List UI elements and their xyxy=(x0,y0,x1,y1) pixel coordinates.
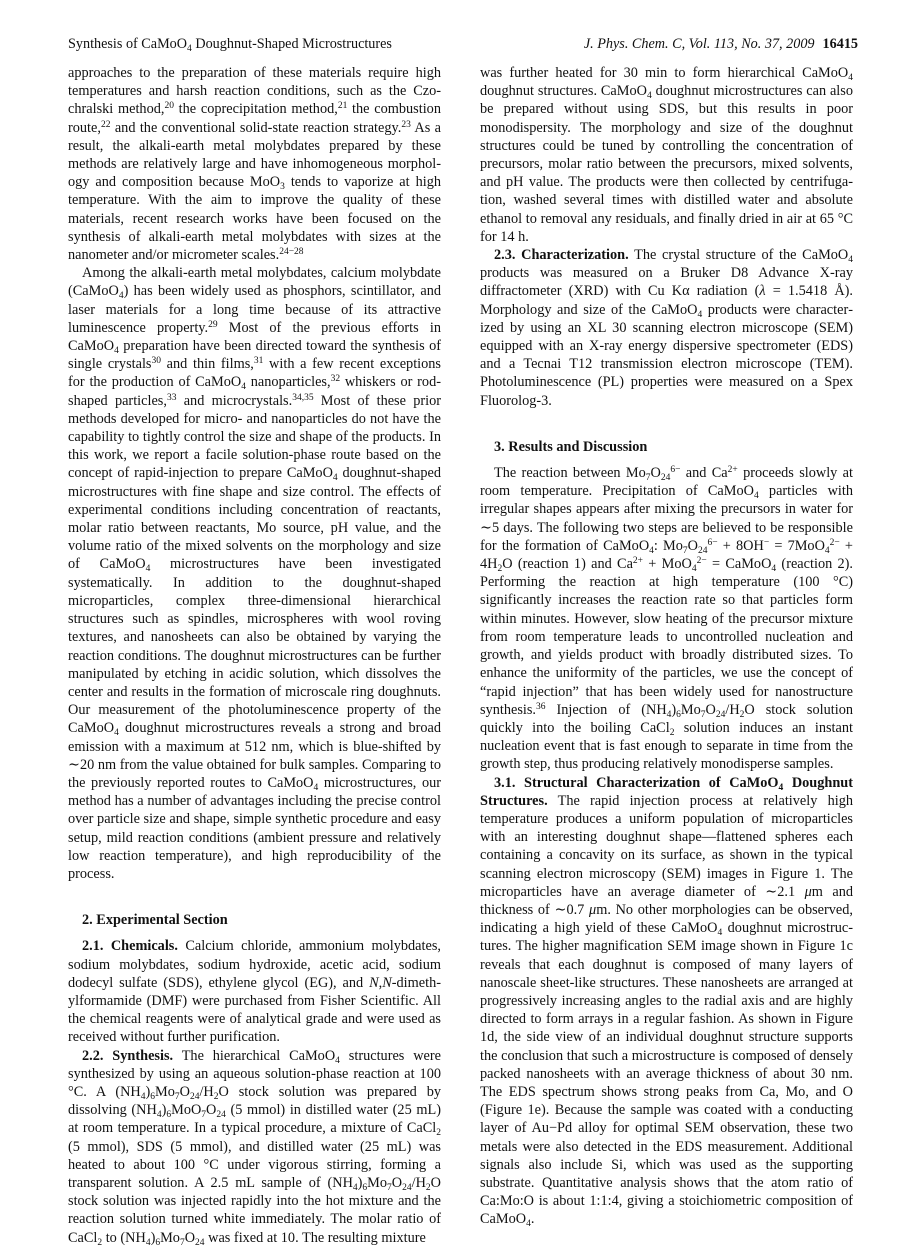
running-header xyxy=(68,34,858,54)
intro-paragraph-1: approaches to the preparation of these materials require high temperatures and harsh reaction conditions, such as the Czochralski method,$^{20}$ the coprecipitation method,$^{21}$ the combustion route,$^{22}$ and the conventional solid-state reaction strategy.$^{23}$ As a result, the alkali-earth metal molybdates prepared by these methods are relatively large and have inhomogeneous morphology and composition because MoO$_3$ tends to vaporize at high temperature. With the aim to improve the quality of these materials, recent research works have been focused on the synthesis of alkali-earth metal molybdates with sizes at the nanometer and/or micrometer scales.$^{24-28}$ xyxy=(68,65,442,264)
section-2-2-paragraph: 2.2. Synthesis. The hierarchical CaMoO$_4$ structures were synthesized by using an aqueous solution-phase reaction at 100 °C. A $(NH_4)_6Mo_7O_{24}/H_2O$ stock solution was prepared by dissolving $(NH_4)_6MoO_7O_{24}$ (5 mmol) in distilled water (25 mL) at room temperature. In a typical procedure, a mixture of CaCl$_2$ (5 mmol), SDS (5 mmol), and distilled water (25 mL) was heated to about 100 °C under vigorous stirring, forming a transparent solution. A 2.5 mL sample of $(NH_4)_6Mo_7O_{24}/H_2O$ stock solution was injected rapidly into the hot mixture and the reaction solution turned white immediately. The molar ratio of CaCl$_2$ to $(NH_4)_6Mo_7O_{24}$ was fixed at 10. The resulting mixture xyxy=(68,1047,441,1248)
section-2-2-continued: was further heated for 30 min to form hierarchical CaMoO$_4$ doughnut structures. CaMoO$_4$ doughnut microstructures can also be prepared without using SDS, but this results in poor monodispersity. The morphology and size of the doughnut structures could be tuned by controlling the concentration of precursors, molar ratio between the precursors, mixed solvents, and pH value. The products were then collected by centrifugation, washed several times with distilled water and absolute ethanol to removal any residuals, and finally dried in air at 65 °C for 14 h. xyxy=(480,65,853,245)
section-3-1-paragraph: 3.1. Structural Characterization of CaMoO$_4$ Doughnut Structures. The rapid injection process at relatively high temperature produces a uniform population of microparticles with an interesting doughnut shape—flattened spheres each containing a concavity on its surface, as shown in the typical scanning electron microscopy (SEM) images in Figure 1. The microparticles have an average diameter of ∼2.1 μm and thickness of ∼0.7 μm. No other morphologies can be observed, indicating a high yield of these CaMoO$_4$ doughnut microstructures. The higher magnification SEM image shown in Figure 1c reveals that each doughnut is composed of many layers of nanoscale sheet-like structures. These nanosheets are arranged at progressively increasing angles to the radial axis and are highly directed to form arrays in a regular fashion. As shown in Figure 1d, the side view of an individual doughnut structure supports the conclusion that such a microstructure is composed of densely packed nanosheets with an average thickness of about 30 nm. The EDS spectrum shows strong peaks from Ca, Mo, and O (Figure 1e). Because the sample was coated with a conducting layer of Au−Pd alloy for optimal SEM observation, these two metals were also detected in the EDS measurement. Additional signals also include Si, which was used as the supporting substrate. Quantitative analysis shows that the atom ratio of Ca:Mo:O is about 1:1:4, giving a stoichiometric composition of CaMoO$_4$. xyxy=(480,774,854,1230)
section-2-heading: 2. Experimental Section xyxy=(82,912,228,929)
section-2-1-paragraph: 2.1. Chemicals. Calcium chloride, ammonium molybdates, sodium molybdates, sodium hydroxide, acetic acid, sodium dodecyl sulfate (SDS), ethylene glycol (EG), and N,N-dimethylformamide (DMF) were purchased from Fisher Scientific. All the chemical reagents were of analytical grade and were used as received without further purification. xyxy=(68,938,441,1046)
section-2-3-paragraph: 2.3. Characterization. The crystal structure of the CaMoO$_4$ products was measured on a Bruker D8 Advance X-ray diffractometer (XRD) with Cu Kα radiation (λ = 1.5418 Å). Morphology and size of the CaMoO$_4$ products were characterized by using an XL 30 scanning electron microscope (SEM) equipped with an X-ray energy dispersive spectrometer (EDS) and a Tecnai T12 transmission electron microscope (TEM). Photoluminescence (PL) properties were measured on a Spex Fluorolog-3. xyxy=(480,247,853,409)
section-3-heading: 3. Results and Discussion xyxy=(494,438,648,455)
left-column xyxy=(68,64,441,1247)
intro-paragraph-2: Among the alkali-earth metal molybdates, calcium molybdate (CaMoO$_4$) has been widely used as phosphors, scintillator, and laser materials for a long time because of its attractive luminescence property.$^{29}$ Most of the previous efforts in CaMoO$_4$ preparation have been directed toward the synthesis of single crystals$^{30}$ and thin films,$^{31}$ with a few recent exceptions for the production of CaMoO$_4$ nanoparticles,$^{32}$ whiskers or rod-shaped particles,$^{33}$ and microcrystals.$^{34,35}$ Most of these prior methods developed for micro- and nanoparticles do not have the capability to tightly control the size and shape of the products. In this work, we report a facile solution-phase route based on the concept of rapid-injection to prepare CaMoO$_4$ doughnut-shaped microstructures with fine shape and size control. The effects of experimental conditions including concentration of reactants, molar ratio between reactants, Mo source, pH value, and the volume ratio of the mixed solvents on the morphology and size of CaMoO$_4$ microstructures have been investigated systematically. In addition to the doughnut-shaped microparticles, complex three-dimensional hierarchical structures such as spindles, microspheres with wool roving textures, and nanosheets can also be obtained by varying the reaction conditions. The doughnut microstructures can be further manipulated by etching in acidic solution, which dissolves the center and results in the formation of microscale ring doughnuts. Our measurement of the photoluminescence property of the CaMoO$_4$ doughnut microstructures reveals a strong and broad emission with a maximum at 512 nm, which is blue-shifted by ∼20 nm from the value obtained for bulk samples. Comparing to the previously reported routes to CaMoO$_4$ microstructures, our method has a number of advantages including the precise control over particle size and shape, simple synthetic procedure and easy setup, mild reaction conditions (ambient pressure and relatively low reaction temperature), and high reproducibility of the process. xyxy=(68,265,442,882)
section-3-paragraph-1: The reaction between $Mo_7O_{24}^{6-}$ and $Ca^{2+}$ proceeds slowly at room temperature. Precipitation of CaMoO$_4$ particles with irregular shapes appears after mixing the precursors in water for ∼5 days. The following two steps are believed to be responsible for the formation of CaMoO$_4$: $Mo_7O_{24}^{6-} + 8OH^- = 7MoO_4^{2-} + 4H_2O$ (reaction 1) and $Ca^{2+} + MoO_4^{2-}$ = CaMoO$_4$ (reaction 2). Performing the reaction at high temperature (100 °C) significantly increases the reaction rate so that particles form within minutes. However, slow heating of the precursor mixture from room temperature leads to uncontrolled nucleation and growth, and yields product with broadly distributed sizes. To enhance the uniformity of the particles, we use the concept of “rapid injection” that has been widely used for nanostructure synthesis.$^{36}$ Injection of $(NH_4)_6Mo_7O_{24}/H_2O$ stock solution quickly into the boiling CaCl$_2$ solution induces an instant nucleation event that is fast enough to separate in time from the growth step, thus producing relatively monodisperse samples. xyxy=(480,465,854,773)
section-3-1-heading: 3.1. Structural Characterization of CaMoO$_4$ Doughnut Structures. xyxy=(480,774,854,809)
right-column xyxy=(480,64,853,1229)
running-title: Synthesis of CaMoO$_4$ Doughnut-Shaped Microstructures xyxy=(68,36,392,54)
section-2-1-heading: 2.1. Chemicals. xyxy=(82,938,178,955)
page-number: 16415 xyxy=(822,36,858,52)
journal-citation: J. Phys. Chem. C, Vol. 113, No. 37, 2009 16415 xyxy=(583,36,858,52)
section-2-3-heading: 2.3. Characterization. xyxy=(494,247,629,264)
section-2-2-heading: 2.2. Synthesis. xyxy=(82,1047,174,1064)
